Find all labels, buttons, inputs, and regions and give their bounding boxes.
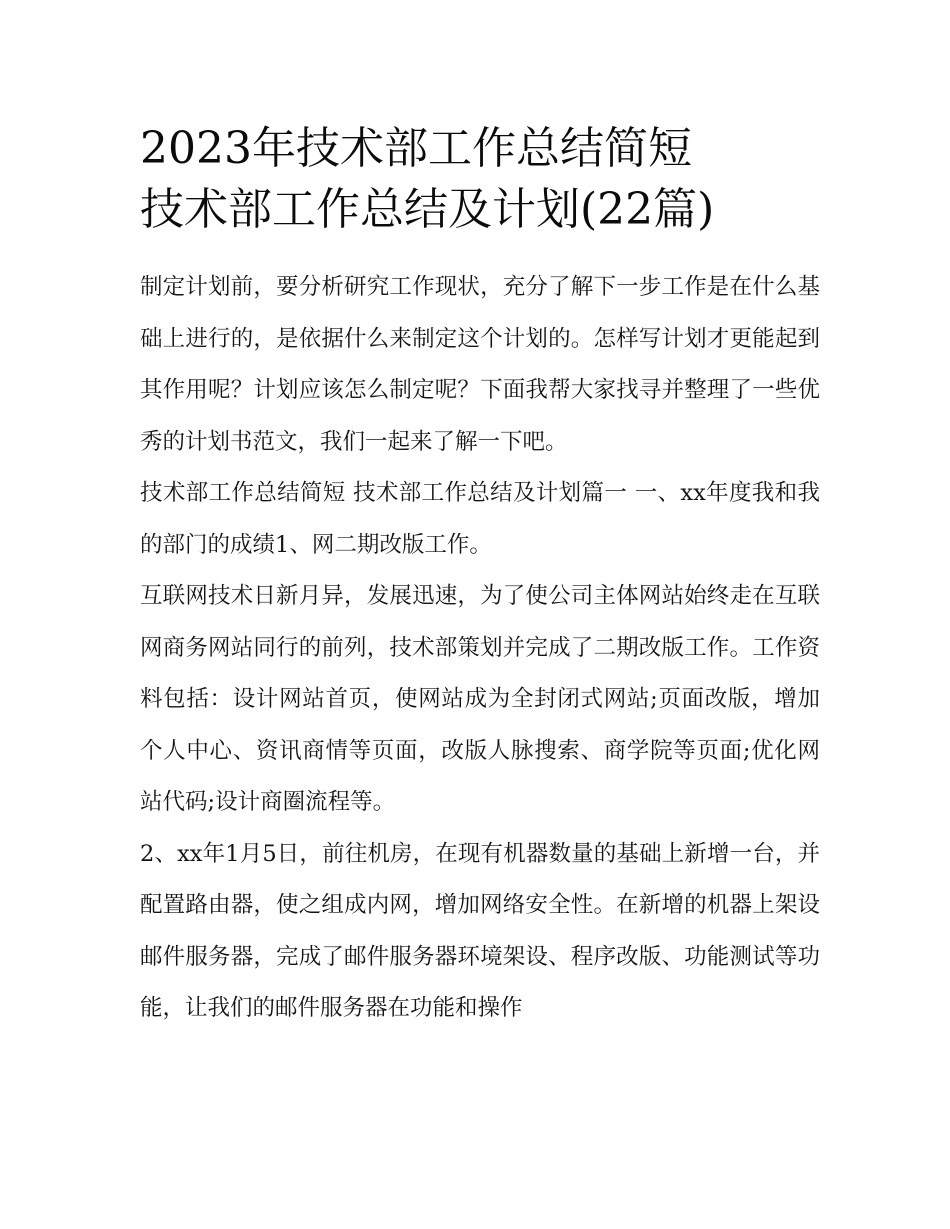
paragraph-website-revision: 互联网技术日新月异，发展迅速，为了使公司主体网站始终走在互联网商务网站同行的前列，技术部策划并完成了二期改版工作。工作资料包括：设计网站首页，使网站成为全封闭式网站;页面改版，增加个人中心、资讯商情等页面，改版人脉搜索、商学院等页面;优化网站代码;设计商圈流程等。 bbox=[140, 583, 820, 815]
paragraph-section-heading: 技术部工作总结简短 技术部工作总结及计划篇一 一、xx年度我和我的部门的成绩1、网二期改版工作。 bbox=[140, 480, 820, 558]
paragraph-intro: 制定计划前，要分析研究工作现状，充分了解下一步工作是在什么基础上进行的，是依据什么来制定这个计划的。怎样写计划才更能起到其作用呢？计划应该怎么制定呢？下面我帮大家找寻并整理了一些优秀的计划书范文，我们一起来了解一下吧。 bbox=[140, 274, 820, 455]
title-line-1: 2023年技术部工作总结简短 bbox=[140, 123, 692, 174]
title-line-2: 技术部工作总结及计划(22篇) bbox=[140, 184, 715, 235]
document-title bbox=[140, 118, 820, 240]
document-body bbox=[140, 262, 820, 1035]
document-content bbox=[140, 118, 820, 1035]
paragraph-server-setup: 2、xx年1月5日，前往机房，在现有机器数量的基础上新增一台，并配置路由器，使之组成内网，增加网络安全性。在新增的机器上架设邮件服务器，完成了邮件服务器环境架设、程序改版、功能测试等功能，让我们的邮件服务器在功能和操作 bbox=[140, 840, 820, 1021]
